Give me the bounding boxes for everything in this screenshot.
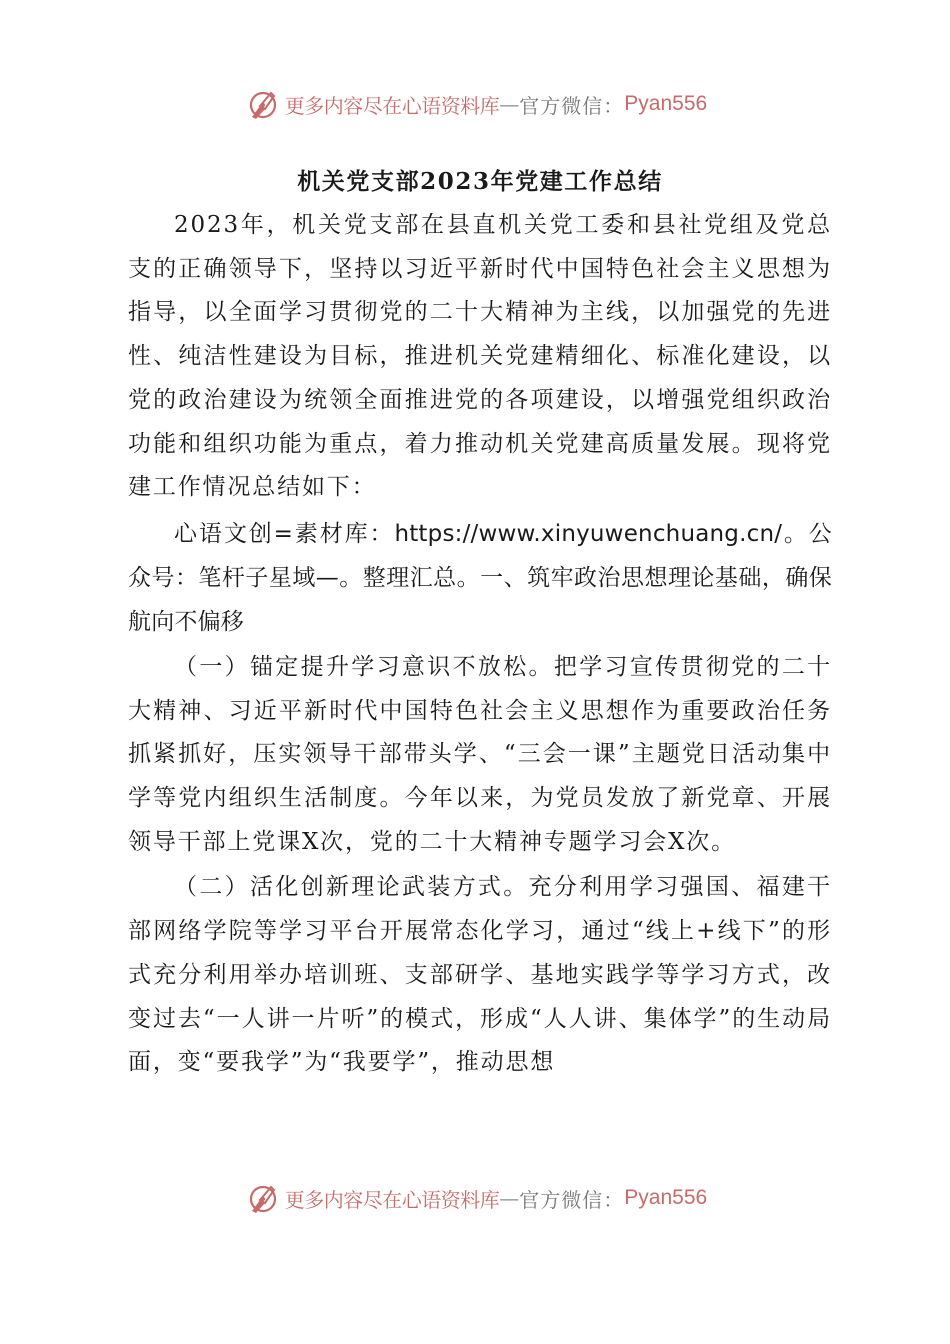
watermark-wechat-id: Pyan556: [624, 92, 708, 115]
document-body: [128, 160, 832, 1085]
watermark-separator: —: [499, 92, 520, 116]
watermark-header: [0, 84, 950, 124]
watermark-brand: 更多内容尽在心语资料库: [284, 1187, 500, 1212]
paragraph-source-note: 心语文创=素材库：https://www.xinyuwenchuang.cn/。公众号：笔杆子星域—。整理汇总。一、筑牢政治思想理论基础，确保航向不偏移: [128, 520, 832, 635]
paragraph-section-1-1: （一）锚定提升学习意识不放松。把学习宣传贯彻党的二十大精神、习近平新时代中国特色社会主义思想作为重要政治任务抓紧抓好，压实领导干部带头学、“三会一课”主题党日活动集中学等党内组织生活制度。今年以来，为党员发放了新党章、开展领导干部上党课X次，党的二十大精神专题学习会X次。: [128, 653, 832, 855]
watermark-wechat-id: Pyan556: [624, 1186, 708, 1209]
watermark-footer: [0, 1178, 950, 1218]
pen-nib-logo-icon: [243, 1178, 283, 1218]
watermark-label: 官方微信：: [519, 93, 625, 118]
paragraph-intro: 2023年，机关党支部在县直机关党工委和县社党组及党总支的正确领导下，坚持以习近平新时代中国特色社会主义思想为指导，以全面学习贯彻党的二十大精神为主线，以加强党的先进性、纯洁性建设为目标，推进机关党建精细化、标准化建设，以党的政治建设为统领全面推进党的各项建设，以增强党组织政治功能和组织功能为重点，着力推动机关党建高质量发展。现将党建工作情况总结如下：: [128, 212, 832, 501]
pen-nib-logo-icon: [243, 84, 283, 124]
watermark-separator: —: [499, 1186, 520, 1210]
paragraph-section-1-2: （二）活化创新理论武装方式。充分利用学习强国、福建干部网络学院等学习平台开展常态化学习，通过“线上+线下”的形式充分利用举办培训班、支部研学、基地实践学等学习方式，改变过去“一人讲一片听”的模式，形成“人人讲、集体学”的生动局面，变“要我学”为“我要学”，推动思想: [128, 874, 832, 1076]
document-title: 机关党支部2023年党建工作总结: [297, 168, 663, 195]
watermark-label: 官方微信：: [519, 1187, 625, 1212]
watermark-brand: 更多内容尽在心语资料库: [284, 93, 500, 118]
